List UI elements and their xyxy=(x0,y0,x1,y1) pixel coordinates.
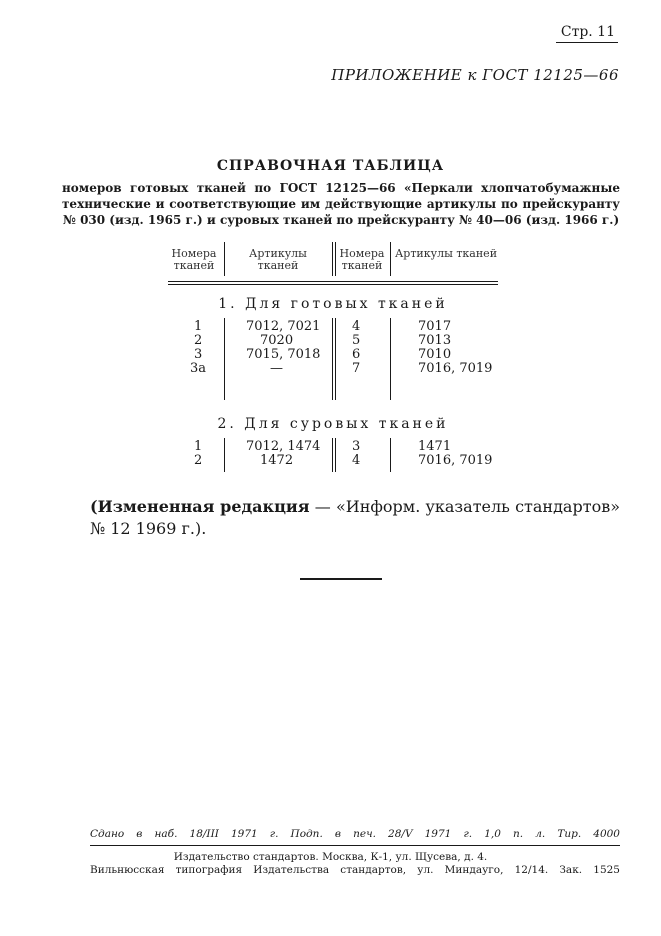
header-articles-1: Артикулы тканей xyxy=(249,247,307,272)
page-number-underline xyxy=(556,42,618,43)
column-divider xyxy=(332,318,333,400)
section-title-finished: 1. Для готовых тканей xyxy=(218,296,448,312)
cell-number: 1 xyxy=(194,439,203,454)
cell-number: 2 xyxy=(194,453,203,468)
cell-number: 5 xyxy=(352,333,361,348)
header-divider xyxy=(224,242,225,276)
header-numbers-1: Номера тканей xyxy=(171,247,217,272)
revision-note-text: — «Информ. указатель стандартов» № 12 1969 г.). xyxy=(90,497,620,538)
header-rule xyxy=(168,281,498,282)
cell-number: 3 xyxy=(352,439,361,454)
revision-note-bold: (Измененная редакция xyxy=(90,497,310,516)
cell-number: 4 xyxy=(352,319,361,334)
cell-article: 7012, 7021 xyxy=(246,319,321,334)
cell-article: 7016, 7019 xyxy=(418,453,493,468)
section-title-grey: 2. Для суровых тканей xyxy=(217,416,449,432)
cell-number: 6 xyxy=(352,347,361,362)
printer-info: Вильнюсская типография Издательства стандартов, ул. Миндауго, 12/14. Зак. 1525 xyxy=(90,864,620,876)
table-title: СПРАВОЧНАЯ ТАБЛИЦА xyxy=(216,158,445,174)
print-info: Сдано в наб. 18/III 1971 г. Подп. в печ. 28/V 1971 г. 1,0 п. л. Тир. 4000 xyxy=(90,828,620,840)
publisher-info: Издательство стандартов. Москва, К-1, ул. Щусева, д. 4. xyxy=(173,851,488,863)
cell-article: 7013 xyxy=(418,333,452,348)
cell-article: 7015, 7018 xyxy=(246,347,321,362)
cell-number: 3а xyxy=(190,361,207,376)
cell-number: 1 xyxy=(194,319,203,334)
column-divider xyxy=(332,438,333,472)
table-subtitle: номеров готовых тканей по ГОСТ 12125—66 «Перкали хлопчатобумажные технические и соответствующие им действующие артикулы по прейскуранту № 030 (изд. 1965 г.) и суровых тканей по прейскуранту № 40—06 (изд. 1966 г.) xyxy=(62,181,620,227)
header-divider xyxy=(390,242,391,276)
cell-number: 4 xyxy=(352,453,361,468)
cell-number: 3 xyxy=(194,347,203,362)
cell-article: 1472 xyxy=(260,453,294,468)
column-divider xyxy=(335,438,336,472)
cell-article: 7016, 7019 xyxy=(418,361,493,376)
header-articles-2: Артикулы тканей xyxy=(394,247,498,260)
footer-rule xyxy=(90,845,620,846)
header-rule xyxy=(168,284,498,285)
column-divider xyxy=(390,318,391,400)
section-divider xyxy=(300,578,382,580)
cell-article: — xyxy=(270,361,283,376)
cell-article: 7012, 1474 xyxy=(246,439,321,454)
cell-article: 1471 xyxy=(418,439,452,454)
cell-number: 7 xyxy=(352,361,361,376)
header-divider xyxy=(335,242,336,276)
column-divider xyxy=(224,318,225,400)
appendix-heading: ПРИЛОЖЕНИЕ к ГОСТ 12125—66 xyxy=(331,66,619,84)
column-divider xyxy=(390,438,391,472)
cell-article: 7010 xyxy=(418,347,452,362)
header-numbers-2: Номера тканей xyxy=(339,247,385,272)
cell-number: 2 xyxy=(194,333,203,348)
header-divider xyxy=(332,242,333,276)
reference-table xyxy=(168,240,498,472)
cell-article: 7020 xyxy=(260,333,294,348)
column-divider xyxy=(335,318,336,400)
cell-article: 7017 xyxy=(418,319,452,334)
column-divider xyxy=(224,438,225,472)
revision-note xyxy=(90,496,620,540)
page-number: Стр. 11 xyxy=(560,24,615,40)
